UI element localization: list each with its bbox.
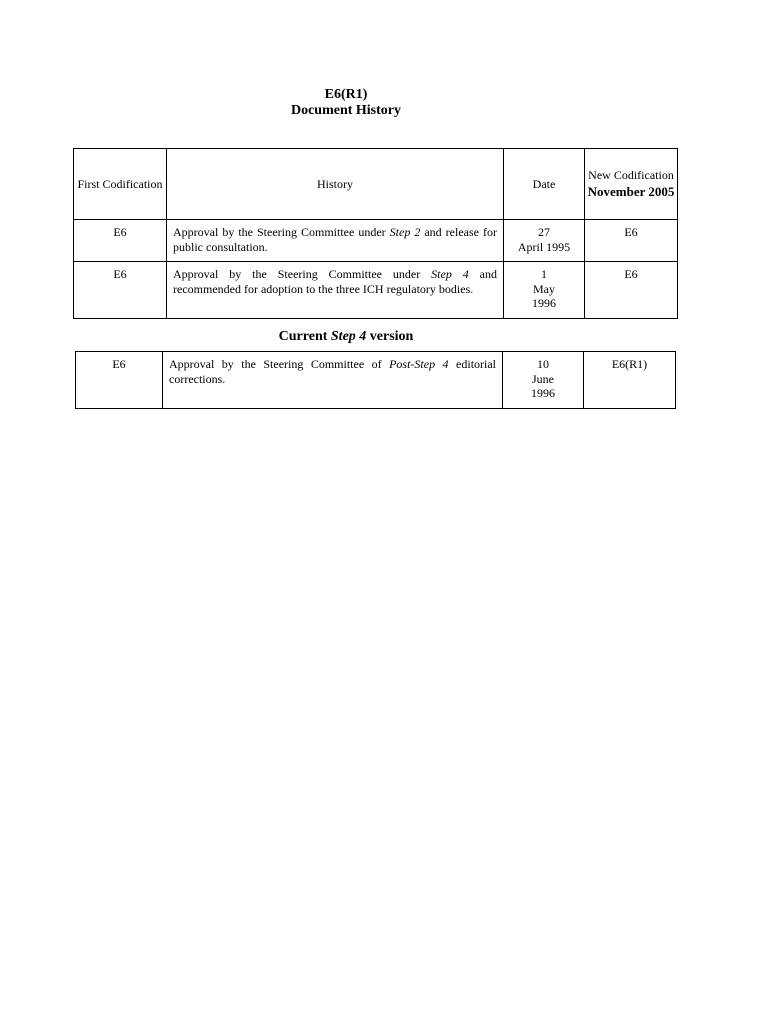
row-date-day: 27	[538, 225, 550, 239]
row-first-codification: E6	[74, 262, 167, 319]
row-history-prefix: Approval by the Steering Committee under	[173, 267, 432, 281]
history-table	[73, 148, 678, 319]
header-new-codification-date: November 2005	[587, 183, 675, 199]
header-first-codification-label: First Codification	[77, 176, 163, 191]
current-version-table	[75, 351, 676, 409]
row-new-codification: E6	[585, 262, 678, 319]
row-history-step: Step 4	[431, 267, 469, 281]
header-new-codification-label: New Codification	[588, 168, 674, 183]
header-new-codification	[585, 149, 678, 220]
row-history-step: Post-Step 4	[389, 357, 449, 371]
row-history-suffix: editorial corrections.	[169, 357, 497, 386]
row-date-month: June	[532, 371, 554, 386]
row-date-year: 1996	[531, 386, 555, 400]
row-new-codification: E6	[585, 220, 678, 262]
table-header-row	[74, 149, 678, 220]
header-history-label: History	[317, 176, 353, 191]
row-history	[167, 262, 504, 319]
row-date	[504, 262, 585, 319]
table-row	[74, 262, 678, 319]
row-date-day: 10	[537, 357, 549, 371]
header-date-label: Date	[532, 176, 556, 191]
row-history-prefix: Approval by the Steering Committee under	[173, 225, 390, 239]
header-first-codification	[74, 149, 167, 220]
row-date-month: May	[533, 281, 555, 296]
current-version-heading-step: Step 4	[330, 329, 367, 344]
row-date	[503, 352, 584, 409]
row-history	[163, 352, 503, 409]
row-history	[167, 220, 504, 262]
current-version-heading	[196, 328, 496, 345]
row-history-prefix: Approval by the Steering Committee of	[169, 357, 390, 371]
row-date	[504, 220, 585, 262]
table-row	[74, 220, 678, 262]
row-history-suffix: and release for public consultation.	[173, 225, 497, 254]
table-row	[76, 352, 676, 409]
current-version-heading-suffix: version	[366, 329, 414, 344]
row-history-step: Step 2	[389, 225, 421, 239]
document-history-title: Document History	[290, 103, 402, 118]
row-date-month: April 1995	[517, 239, 571, 254]
row-first-codification: E6	[76, 352, 163, 409]
current-version-heading-prefix: Current	[278, 329, 331, 344]
row-date-year: 1996	[532, 296, 556, 310]
row-history-suffix: and recommended for adoption to the three ICH regulatory bodies.	[173, 267, 497, 296]
header-date	[504, 149, 585, 220]
document-code-title: E6(R1)	[324, 87, 368, 102]
row-new-codification: E6(R1)	[584, 352, 676, 409]
row-first-codification: E6	[74, 220, 167, 262]
row-date-day: 1	[541, 267, 547, 281]
header-history	[167, 149, 504, 220]
